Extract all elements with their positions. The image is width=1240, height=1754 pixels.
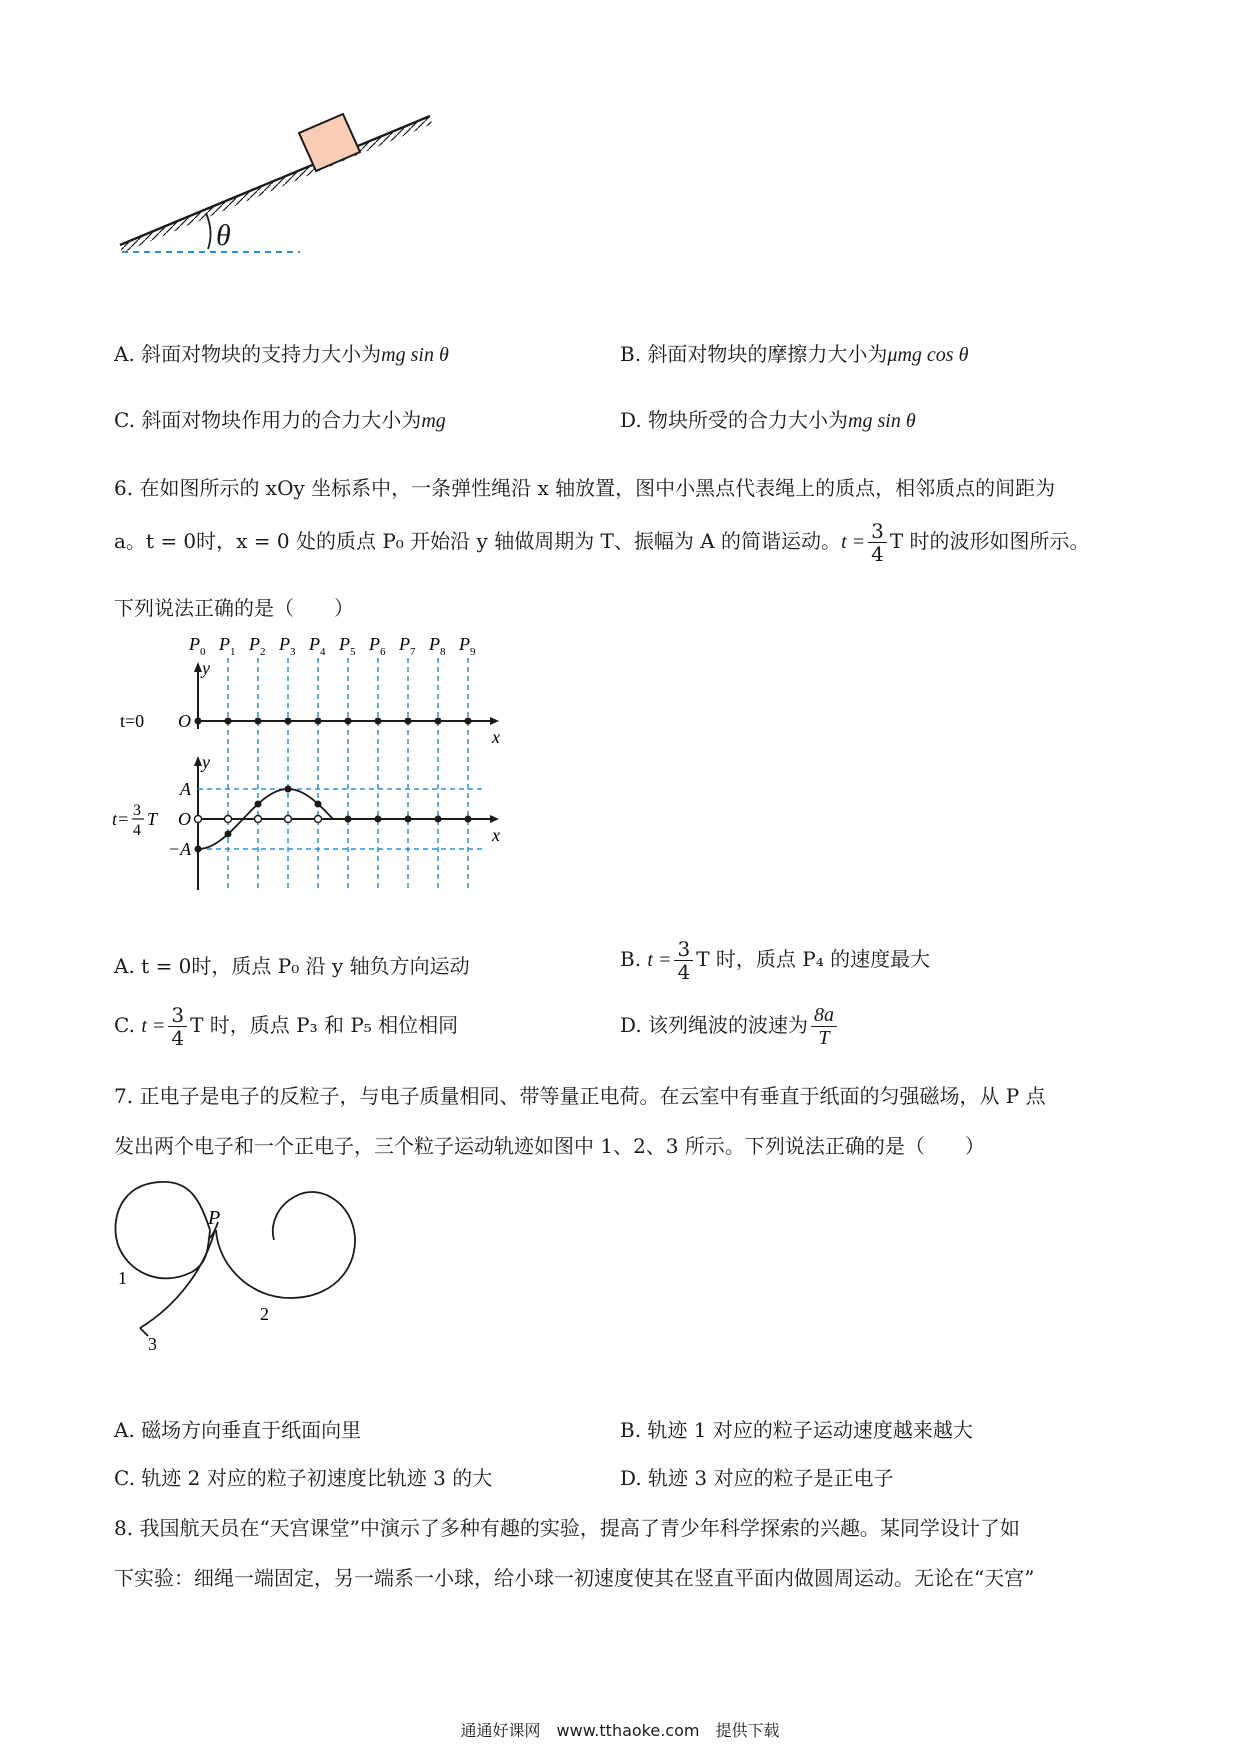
dot-t0-P6	[375, 718, 382, 725]
q7-option-c[interactable]: C. 轨迹 2 对应的粒子初速度比轨迹 3 的大	[114, 1466, 493, 1490]
x-arrow-top	[490, 717, 499, 725]
track-1	[115, 1182, 221, 1279]
origin-label: O	[178, 809, 191, 829]
y-axis-label: y	[202, 752, 210, 772]
point-label-P7: $P_7$	[399, 634, 416, 658]
tracks-figure	[100, 1160, 380, 1360]
equilibrium-P3	[285, 816, 292, 823]
x-axis-label: x	[492, 727, 500, 747]
dot-t34-P4	[315, 801, 322, 808]
row2-label-num: 3	[133, 802, 141, 819]
track-3	[140, 1230, 215, 1328]
q6-option-c[interactable]: C. t = $\frac{3}{4}$ T 时，质点 P₃ 和 P₅ 相位相同	[114, 1003, 459, 1050]
q6-stem-line1: 6. 在如图所示的 xOy 坐标系中，一条弹性绳沿 x 轴放置，图中小黑点代表绳上的质点，相邻质点的间距为	[114, 476, 1056, 500]
q5-option-d[interactable]: D. 物块所受的合力大小为mg sin θ	[620, 408, 916, 432]
track-3-label: 3	[148, 1334, 157, 1354]
dot-t34-P8	[435, 816, 442, 823]
dot-t34-P7	[405, 816, 412, 823]
track-2-label: 2	[260, 1304, 269, 1324]
dot-t34-P1	[225, 831, 232, 838]
dot-t34-P3	[285, 786, 292, 793]
q5-option-b[interactable]: B. 斜面对物块的摩擦力大小为μmg cos θ	[620, 342, 969, 366]
fraction: $\frac{8a}{T}$	[811, 1004, 837, 1049]
angle-arc	[206, 213, 211, 249]
point-label-P2: $P_2$	[249, 634, 266, 658]
equilibrium-P1	[225, 816, 232, 823]
dot-t34-P5	[345, 816, 352, 823]
q5-option-a[interactable]: A. 斜面对物块的支持力大小为mg sin θ	[114, 342, 449, 366]
q8-stem-line1: 8. 我国航天员在“天宫课堂”中演示了多种有趣的实验，提高了青少年科学探索的兴趣。某同学设计了如	[114, 1516, 1020, 1540]
q6-stem-line2: a。t = 0时，x = 0 处的质点 P₀ 开始沿 y 轴做周期为 T、振幅为 A 的简谐运动。t = $\frac{3}{4}$ T 时的波形如图所示。	[114, 519, 1090, 566]
dot-t0-P7	[405, 718, 412, 725]
q7-option-d[interactable]: D. 轨迹 3 对应的粒子是正电子	[620, 1466, 894, 1490]
fraction: $\frac{3}{4}$	[168, 1004, 187, 1049]
y-arrow-top	[194, 662, 202, 672]
point-label-P9: $P_9$	[459, 634, 476, 658]
q6-option-b[interactable]: B. t = $\frac{3}{4}$ T 时，质点 P₄ 的速度最大	[620, 937, 931, 984]
amp-pos-label: A	[180, 779, 191, 799]
dot-t34-P2	[255, 801, 262, 808]
x-axis-label: x	[492, 825, 500, 845]
point-label-P1: $P_1$	[219, 634, 236, 658]
point-label-P5: $P_5$	[339, 634, 356, 658]
block	[299, 114, 360, 171]
dot-t34-P9	[465, 816, 472, 823]
point-label-P8: $P_8$	[429, 634, 446, 658]
wave-figure	[110, 628, 510, 893]
point-label-P0: $P_0$	[189, 634, 206, 658]
incline-surface	[120, 116, 430, 245]
track-1-label: 1	[118, 1268, 127, 1288]
equilibrium-P2	[255, 816, 262, 823]
point-label-P3: $P_3$	[279, 634, 296, 658]
q7-option-a[interactable]: A. 磁场方向垂直于纸面向里	[114, 1418, 362, 1442]
dot-t0-P1	[225, 718, 232, 725]
x-arrow-bottom	[490, 815, 499, 823]
dot-t0-P9	[465, 718, 472, 725]
theta-label: θ	[216, 219, 231, 252]
footer-watermark: 通通好课网 www.tthaoke.com 提供下载	[460, 1721, 780, 1740]
equilibrium-P4	[315, 816, 322, 823]
track-3-tick	[140, 1328, 148, 1336]
dot-t0-P5	[345, 718, 352, 725]
fraction: $\frac{3}{4}$	[868, 520, 887, 565]
dot-t0-P2	[255, 718, 262, 725]
row2-label-t: t=	[112, 809, 130, 829]
point-label-P4: $P_4$	[309, 634, 326, 658]
dot-t0-P8	[435, 718, 442, 725]
row2-label-T: T	[147, 809, 158, 829]
incline-figure	[110, 100, 460, 270]
dot-t34-P0	[195, 846, 202, 853]
dot-t0-P4	[315, 718, 322, 725]
incline-hatching	[120, 116, 432, 253]
point-label-P6: $P_6$	[369, 634, 386, 658]
row2-label-den: 4	[133, 822, 141, 839]
q6-option-a[interactable]: A. t = 0时，质点 P₀ 沿 y 轴负方向运动	[114, 954, 470, 978]
q7-stem-line2: 发出两个电子和一个正电子，三个粒子运动轨迹如图中 1、2、3 所示。下列说法正确的是（ ）	[114, 1134, 985, 1158]
origin-label: O	[178, 711, 191, 731]
q6-option-d[interactable]: D. 该列绳波的波速为 $\frac{8a}{T}$	[620, 1004, 840, 1049]
track-2	[216, 1192, 355, 1298]
amp-neg-label: −A	[168, 839, 192, 859]
dot-t0-P3	[285, 718, 292, 725]
dot-t0-P0	[195, 718, 202, 725]
q8-stem-line2: 下实验：细绳一端固定，另一端系一小球，给小球一初速度使其在竖直平面内做圆周运动。无论在“天宫”	[114, 1566, 1035, 1590]
dot-t34-P6	[375, 816, 382, 823]
fraction: $\frac{3}{4}$	[674, 938, 693, 983]
q5-option-c[interactable]: C. 斜面对物块作用力的合力大小为mg	[114, 408, 446, 432]
q7-stem-line1: 7. 正电子是电子的反粒子，与电子质量相同、带等量正电荷。在云室中有垂直于纸面的匀强磁场，从 P 点	[114, 1084, 1046, 1108]
y-arrow-bottom	[194, 756, 202, 766]
q6-stem-line3: 下列说法正确的是（ ）	[114, 596, 354, 620]
equilibrium-P0	[195, 816, 202, 823]
row1-label: t=0	[120, 711, 145, 731]
point-p-label: P	[208, 1207, 221, 1229]
y-axis-label: y	[202, 658, 210, 678]
q7-option-b[interactable]: B. 轨迹 1 对应的粒子运动速度越来越大	[620, 1418, 973, 1442]
